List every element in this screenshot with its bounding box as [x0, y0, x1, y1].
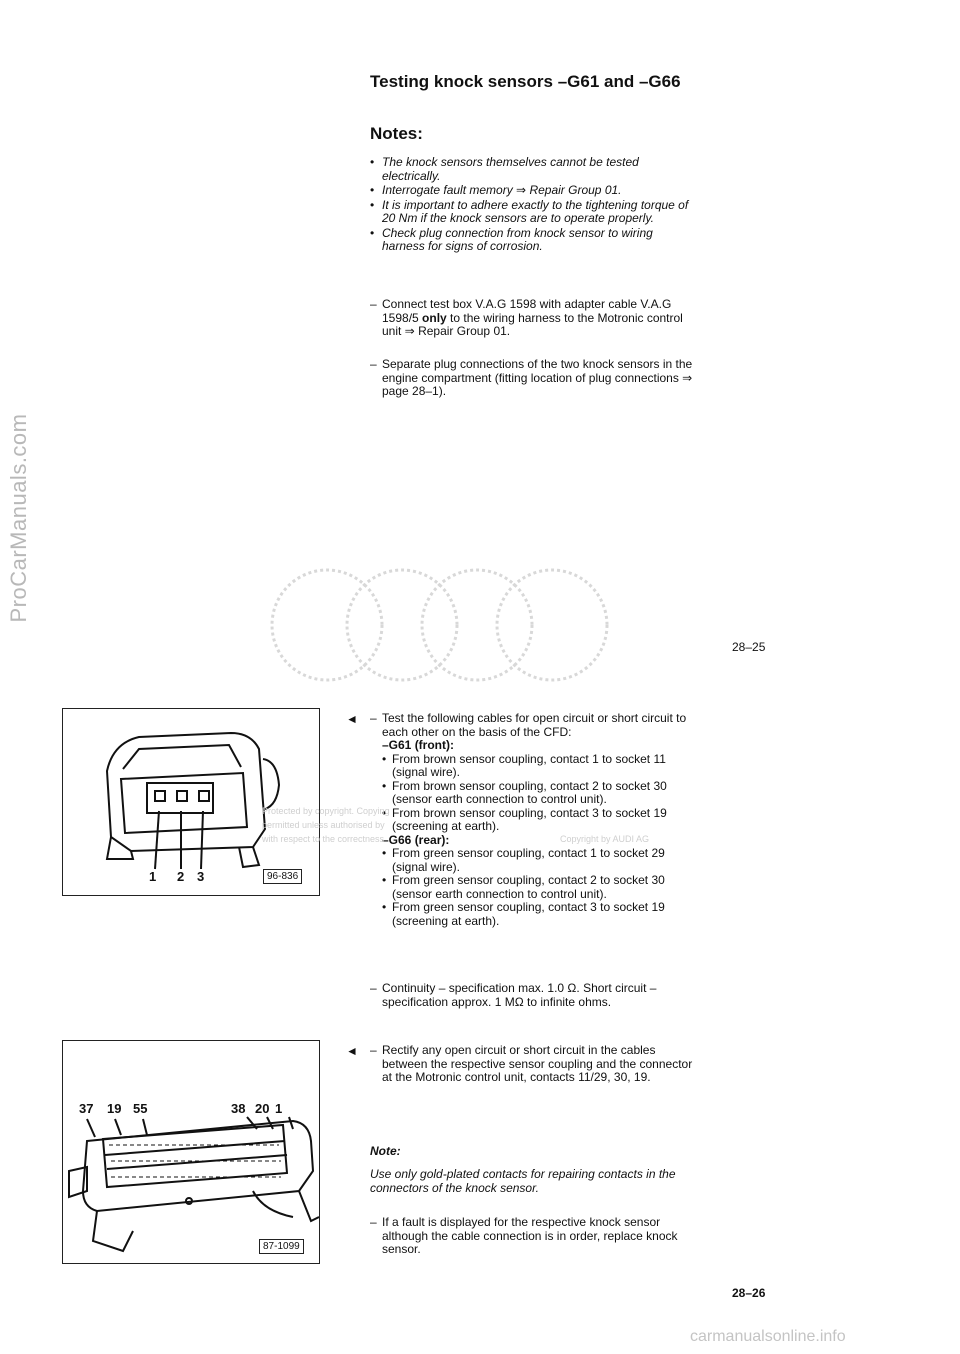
g61-item: • From brown sensor coupling, contact 2 to socket 30 (sensor earth connection to control unit).: [382, 780, 700, 807]
pin-label-1: 1: [149, 869, 157, 884]
page-number-28-25: 28–25: [732, 640, 766, 654]
note-text: Use only gold-plated contacts for repairing contacts in the connectors of the knock sensor.: [370, 1167, 676, 1195]
figure-tag: 96-836: [263, 869, 302, 884]
copyright-watermark: with respect to the correctness: [262, 834, 385, 844]
note-heading: Note:: [370, 1144, 401, 1158]
note-item: • Check plug connection from knock sensor to wiring harness for signs of corrosion.: [370, 227, 690, 254]
replace-sensor-step: – If a fault is displayed for the respective knock sensor although the cable connection is in order, replace knock sensor.: [370, 1215, 678, 1256]
rings-watermark-icon: [262, 560, 612, 695]
pin-label-19: 19: [107, 1101, 122, 1116]
g61-item: • From brown sensor coupling, contact 1 to socket 11 (signal wire).: [382, 753, 700, 780]
page-title: Testing knock sensors –G61 and –G66: [370, 72, 681, 91]
copyright-watermark: Protected by copyright. Copying: [262, 806, 390, 816]
bottom-watermark: carmanualsonline.info: [690, 1328, 846, 1345]
pin-label-2: 2: [177, 869, 185, 884]
figure-control-unit-connector: [62, 1040, 320, 1264]
note-item: • Interrogate fault memory ⇒ Repair Group 01.: [370, 184, 690, 198]
notes-heading: Notes:: [370, 124, 423, 143]
figure-arrow-icon: ◄: [346, 712, 358, 726]
pin-label-37: 37: [79, 1101, 94, 1116]
figure-tag: 87-1099: [259, 1239, 304, 1254]
pin-label-20: 20: [255, 1101, 270, 1116]
step-separate-plugs: – Separate plug connections of the two knock sensors in the engine compartment (fitting location of plug connections ⇒ page 28–1).: [370, 357, 693, 398]
g66-item: • From green sensor coupling, contact 2 to socket 30 (sensor earth connection to control unit).: [382, 874, 700, 901]
pin-label-3: 3: [197, 869, 205, 884]
copyright-watermark: Copyright by AUDI AG: [560, 834, 650, 844]
g61-heading: –G61 (front):: [382, 738, 454, 752]
g61-item: • From brown sensor coupling, contact 3 to socket 19 (screening at earth).: [382, 807, 700, 834]
figure-arrow-icon: ◄: [346, 1044, 358, 1058]
connector-drawing: [63, 1041, 319, 1263]
figure-sensor-coupling: [62, 708, 320, 896]
notes-list: [370, 156, 690, 255]
pin-label-38: 38: [231, 1101, 246, 1116]
note-item: • It is important to adhere exactly to the tightening torque of 20 Nm if the knock sensors are to operate properly.: [370, 199, 690, 226]
step-connect-test-box: – Connect test box V.A.G 1598 with adapter cable V.A.G 1598/5 only to the wiring harness to the Motronic control unit ⇒ Repair Group 01.: [370, 297, 683, 338]
g66-heading: –G66 (rear):: [382, 832, 450, 847]
page-number-28-26: 28–26: [732, 1286, 766, 1300]
copyright-watermark: permitted unless authorised by: [262, 820, 385, 830]
pin-label-55: 55: [133, 1101, 148, 1116]
side-watermark: ProCarManuals.com: [6, 413, 31, 623]
note-item: • The knock sensors themselves cannot be tested electrically.: [370, 156, 690, 183]
sensor-coupling-drawing: [63, 709, 319, 895]
pin-label-1: 1: [275, 1101, 283, 1116]
continuity-spec: – Continuity – specification max. 1.0 Ω. Short circuit – specification approx. 1 MΩ to infinite ohms.: [370, 981, 657, 1009]
test-cables-step: – Test the following cables for open circuit or short circuit to each other on the basis of the CFD: –G61 (front): • From brown sensor coupling, contact 1 to socket 11 (signal wire). • From brown sensor coupling, contact 2 to socket 30 (sensor earth connection to control unit). • From brown sensor coupling, contact 3 to socket 19 (screening at earth). –G66 (rear): • From green sensor coupling, contact 1 to socket 29 (signal wire). • From green sensor coupling, contact 2 to socket 30 (sensor earth connection to control unit). • From green sensor coupling, contact 3 to socket 19 (screening at earth).: [370, 712, 700, 928]
g66-item: • From green sensor coupling, contact 3 to socket 19 (screening at earth).: [382, 901, 700, 928]
rectify-step: – Rectify any open circuit or short circuit in the cables between the respective sensor coupling and the connector at the Motronic control unit, contacts 11/29, 30, 19.: [370, 1043, 693, 1084]
g66-item: • From green sensor coupling, contact 1 to socket 29 (signal wire).: [382, 847, 700, 874]
